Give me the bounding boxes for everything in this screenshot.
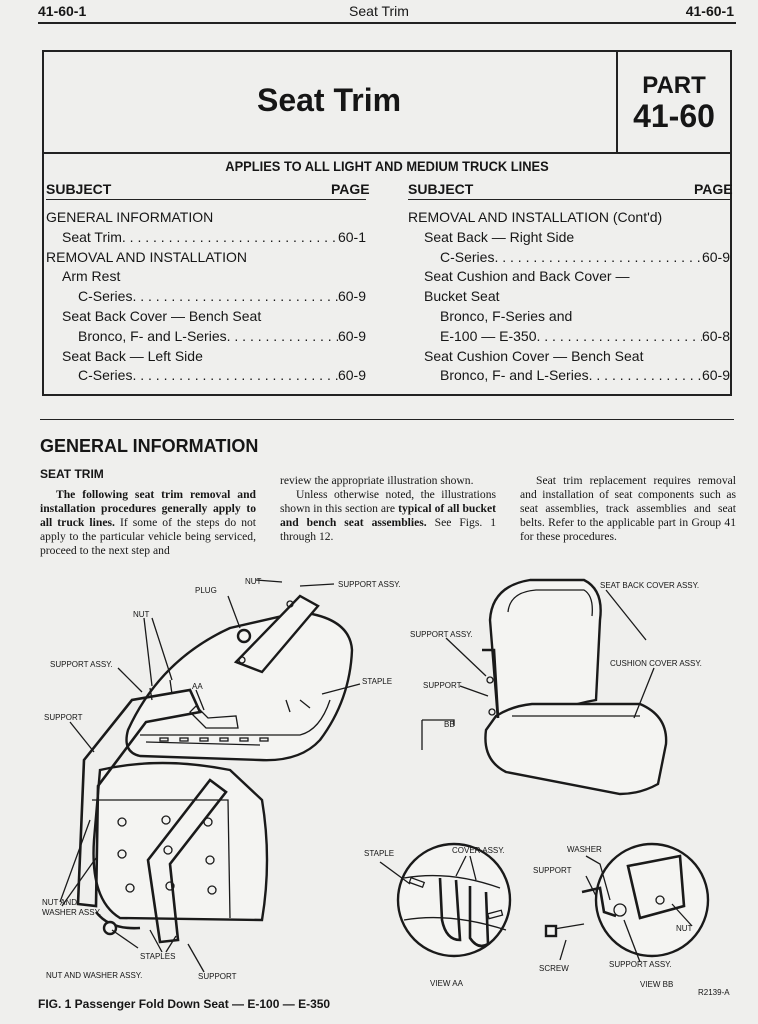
label-staple-aa: STAPLE bbox=[364, 849, 395, 858]
label-staples: STAPLES bbox=[140, 952, 176, 961]
toc-subject-heading-right: SUBJECT bbox=[408, 181, 474, 197]
header-rule bbox=[38, 22, 736, 24]
running-title: Seat Trim bbox=[349, 3, 409, 19]
label-support-assy-bb: SUPPORT ASSY. bbox=[609, 960, 672, 969]
toc-entry-page: 60-9 bbox=[337, 367, 366, 384]
toc-entry: Bucket Seat bbox=[424, 288, 500, 305]
toc-entry-label: Seat Trim bbox=[62, 228, 122, 245]
section-heading: GENERAL INFORMATION bbox=[40, 436, 259, 456]
toc-entry bbox=[46, 228, 366, 248]
figure-drawing bbox=[0, 570, 758, 1000]
body-text: If some of the steps do not apply to the particular vehicle being serviced, proceed to the next step and bbox=[40, 516, 257, 557]
label-support-bottom: SUPPORT bbox=[198, 972, 237, 981]
bucket-seat-drawing bbox=[482, 580, 666, 794]
toc-entry-label: Bronco, F- and L-Series bbox=[440, 367, 589, 384]
label-screw: SCREW bbox=[539, 964, 569, 973]
toc-subject-heading-left: SUBJECT bbox=[46, 181, 112, 197]
label-washer: WASHER bbox=[567, 845, 602, 854]
toc-entry: Seat Cushion and Back Cover — bbox=[424, 268, 630, 285]
body-text: See Figs. 1 through 12. bbox=[280, 516, 496, 543]
page-number-right: 41-60-1 bbox=[685, 3, 734, 19]
figure-caption: FIG. 1 Passenger Fold Down Seat — E-100 — E-350 bbox=[38, 997, 331, 1011]
body-paragraph: review the appropriate illustration shown. bbox=[280, 474, 474, 487]
toc-rule-left bbox=[46, 199, 366, 200]
label-nut-top: NUT bbox=[245, 577, 262, 586]
body-column-3: Seat trim replacement requires removal and installation of seat components such as seat assemblies, track assemblies and seat belts. Refer to the applicable part in Group 41 for these procedures. bbox=[520, 474, 736, 543]
label-seat-back-cover: SEAT BACK COVER ASSY. bbox=[600, 581, 700, 590]
body-text: Unless otherwise noted, the illustrations shown in this section are bbox=[280, 488, 496, 515]
part-label: PART bbox=[642, 72, 706, 99]
label-nut-bb: NUT bbox=[676, 924, 693, 933]
page-number-left: 41-60-1 bbox=[38, 3, 87, 19]
seat-cushion-drawing bbox=[127, 596, 353, 760]
toc-entry bbox=[46, 366, 366, 386]
body-bold: typical of all bucket and bench seat assemblies. bbox=[280, 502, 496, 529]
page-title: Seat Trim bbox=[256, 82, 402, 118]
box-divider bbox=[42, 152, 732, 154]
toc-entry bbox=[46, 327, 366, 347]
toc-page-heading-right: PAGE bbox=[694, 181, 733, 197]
label-support-assy-right: SUPPORT ASSY. bbox=[410, 630, 473, 639]
toc-entry-page: 60-9 bbox=[701, 248, 730, 265]
label-cover-assy: COVER ASSY. bbox=[452, 846, 505, 855]
applies-line: APPLIES TO ALL LIGHT AND MEDIUM TRUCK LINES bbox=[225, 158, 549, 174]
section-rule bbox=[40, 419, 734, 420]
toc-entry bbox=[46, 287, 366, 307]
toc-entry: REMOVAL AND INSTALLATION bbox=[46, 248, 247, 265]
view-bb-drawing bbox=[546, 844, 708, 962]
label-nut: NUT bbox=[133, 610, 150, 619]
toc-entry-page: 60-9 bbox=[337, 327, 366, 344]
part-number: 41-60 bbox=[633, 98, 715, 134]
toc-entry: GENERAL INFORMATION bbox=[46, 209, 214, 225]
label-nut-washer-bottom: NUT AND WASHER ASSY. bbox=[46, 971, 143, 980]
view-aa-drawing bbox=[380, 844, 510, 956]
toc-entry: Seat Back Cover — Bench Seat bbox=[62, 307, 262, 324]
toc-entry: Seat Back — Left Side bbox=[62, 347, 203, 364]
toc-left bbox=[46, 208, 366, 386]
toc-entry-page: 60-9 bbox=[701, 367, 730, 384]
label-ref: R2139-A bbox=[698, 988, 730, 997]
label-bb: BB bbox=[444, 720, 455, 729]
subsection-heading: SEAT TRIM bbox=[40, 467, 104, 481]
body-bold: The following seat trim removal and installation procedures generally apply to all truck lines. bbox=[40, 488, 256, 529]
label-support-assy-left: SUPPORT ASSY. bbox=[50, 660, 113, 669]
toc-entry-label: E-100 — E-350 bbox=[440, 327, 537, 344]
toc-entry-page: 60-8 bbox=[701, 327, 730, 344]
body-paragraph bbox=[280, 488, 496, 544]
label-aa: AA bbox=[192, 682, 203, 691]
toc-entry: Seat Cushion Cover — Bench Seat bbox=[424, 347, 644, 364]
toc-entry: Bronco, F-Series and bbox=[440, 307, 573, 324]
toc-entry: REMOVAL AND INSTALLATION (Cont'd) bbox=[408, 209, 663, 225]
toc-page-heading-left: PAGE bbox=[331, 181, 370, 197]
toc-entry-page: 60-9 bbox=[337, 288, 366, 305]
label-support-assy-top: SUPPORT ASSY. bbox=[338, 580, 401, 589]
toc-entry-label: C-Series bbox=[440, 248, 495, 265]
toc-entry: Seat Back — Right Side bbox=[424, 228, 575, 245]
label-support-bb: SUPPORT bbox=[533, 866, 572, 875]
body-column-1 bbox=[40, 488, 256, 558]
toc-entry-label: C-Series bbox=[78, 288, 133, 305]
label-plug: PLUG bbox=[195, 586, 217, 595]
label-view-bb: VIEW BB bbox=[640, 980, 674, 989]
toc-entry bbox=[408, 327, 730, 347]
toc-entry: Arm Rest bbox=[62, 268, 121, 285]
label-staple: STAPLE bbox=[362, 677, 393, 686]
label-support: SUPPORT bbox=[44, 713, 83, 722]
label-nut-washer: NUT AND WASHER ASSY. bbox=[42, 898, 102, 917]
label-cushion-cover: CUSHION COVER ASSY. bbox=[610, 659, 702, 668]
toc-entry bbox=[408, 366, 730, 386]
label-view-aa: VIEW AA bbox=[430, 979, 463, 988]
toc-entry-label: Bronco, F- and L-Series bbox=[78, 327, 227, 344]
label-support-right: SUPPORT bbox=[423, 681, 462, 690]
toc-entry-page: 60-1 bbox=[337, 228, 366, 245]
toc-right bbox=[408, 208, 730, 386]
body-column-2 bbox=[280, 474, 496, 544]
toc-entry bbox=[408, 248, 730, 268]
toc-entry-label: C-Series bbox=[78, 367, 133, 384]
toc-rule-right bbox=[408, 199, 730, 200]
